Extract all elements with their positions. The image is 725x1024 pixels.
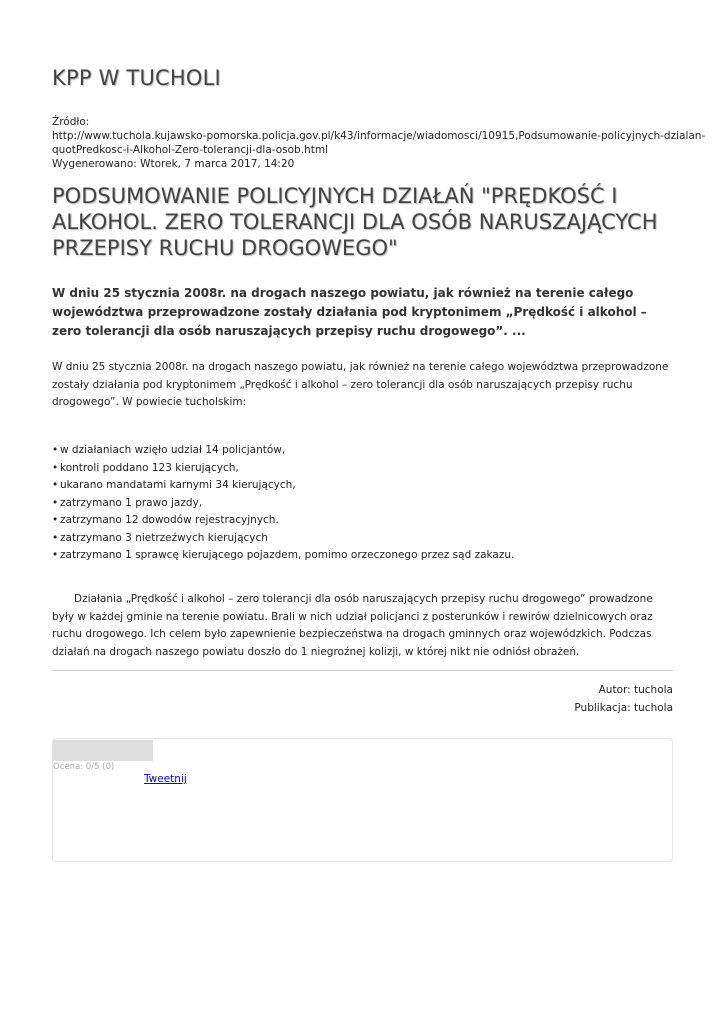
- list-item-text: w działaniach wzięło udział 14 policjantów,: [60, 444, 286, 456]
- bullet-icon: •: [52, 461, 59, 474]
- publication: Publikacja: tuchola: [574, 702, 673, 714]
- list-item-text: ukarano mandatami karnymi 34 kierujących,: [60, 479, 296, 491]
- list-item: [52, 477, 673, 495]
- list-item: [52, 460, 673, 478]
- list-item: [52, 495, 673, 513]
- rating-box: [52, 738, 673, 862]
- list-item: [52, 442, 673, 460]
- list-item: [52, 530, 673, 548]
- source-url-line1: http://www.tuchola.kujawsko-pomorska.policja.gov.pl/k43/informacje/wiadomosci/10915,Podsumowanie-policyjnych-dzialan-: [52, 130, 706, 142]
- bullet-icon: •: [52, 479, 59, 491]
- list-item: [52, 547, 673, 565]
- list-item: [52, 512, 673, 530]
- article-lead: W dniu 25 stycznia 2008r. na drogach naszego powiatu, jak również na terenie całego województwa przeprowadzone zostały działania pod kryptonimem „Prędkość i alkohol – zero tolerancji dla osób naruszających przepisy ruchu drogowego”. ...: [52, 286, 647, 338]
- list-item-text: zatrzymano 1 prawo jazdy,: [60, 496, 203, 509]
- tweet-link[interactable]: Tweetnij: [144, 773, 187, 785]
- generated-date: Wygenerowano: Wtorek, 7 marca 2017, 14:20: [52, 158, 295, 170]
- divider: [52, 670, 673, 671]
- list-item-text: zatrzymano 12 dowodów rejestracyjnych.: [60, 514, 279, 526]
- bullet-icon: •: [52, 496, 59, 509]
- bullet-list: [52, 442, 673, 565]
- author: Autor: tuchola: [598, 684, 673, 696]
- rating-text: Ocena: 0/5 (0): [53, 762, 115, 772]
- bullet-icon: •: [52, 444, 59, 456]
- footer-meta: [574, 681, 673, 717]
- article-intro: W dniu 25 stycznia 2008r. na drogach naszego powiatu, jak również na terenie całego województwa przeprowadzone zostały działania pod kryptonimem „Prędkość i alkohol – zero tolerancji dla osób naruszających przepisy ruchu drogowego”. W powiecie tucholskim:: [52, 361, 669, 408]
- article-closing: Działania „Prędkość i alkohol – zero tolerancji dla osób naruszających przepisy ruchu drogowego” prowadzone były w każdej gminie na terenie powiatu. Brali w nich udział policjanci z posterunków i rewirów dzielnicowych oraz ruchu drogowego. Ich celem było zapewnienie bezpieczeństwa na drogach gminnych oraz wojewódzkich. Podczas działań na drogach naszego powiatu doszło do 1 niegroźnej kolizji, w której nikt nie odniósł obrażeń.: [52, 593, 653, 658]
- source-label: Źródło:: [52, 116, 90, 128]
- list-item-text: zatrzymano 1 sprawcę kierującego pojazdem, pomimo orzeczonego przez sąd zakazu.: [60, 549, 515, 561]
- rating-stars-placeholder[interactable]: [53, 740, 153, 761]
- list-item-text: zatrzymano 3 nietrzeźwych kierujących: [60, 531, 268, 544]
- site-title: KPP W TUCHOLI: [52, 66, 221, 90]
- bullet-icon: •: [52, 531, 59, 544]
- article-title: PODSUMOWANIE POLICYJNYCH DZIAŁAŃ "PRĘDKOŚĆ I ALKOHOL. ZERO TOLERANCJI DLA OSÓB NARUSZAJĄCYCH PRZEPISY RUCHU DROGOWEGO": [52, 184, 658, 260]
- bullet-icon: •: [52, 549, 59, 561]
- bullet-icon: •: [52, 514, 59, 526]
- source-url-line2: quotPredkosc-i-Alkohol-Zero-tolerancji-dla-osob.html: [52, 144, 328, 156]
- list-item-text: kontroli poddano 123 kierujących,: [60, 461, 239, 474]
- source-meta: [52, 115, 706, 171]
